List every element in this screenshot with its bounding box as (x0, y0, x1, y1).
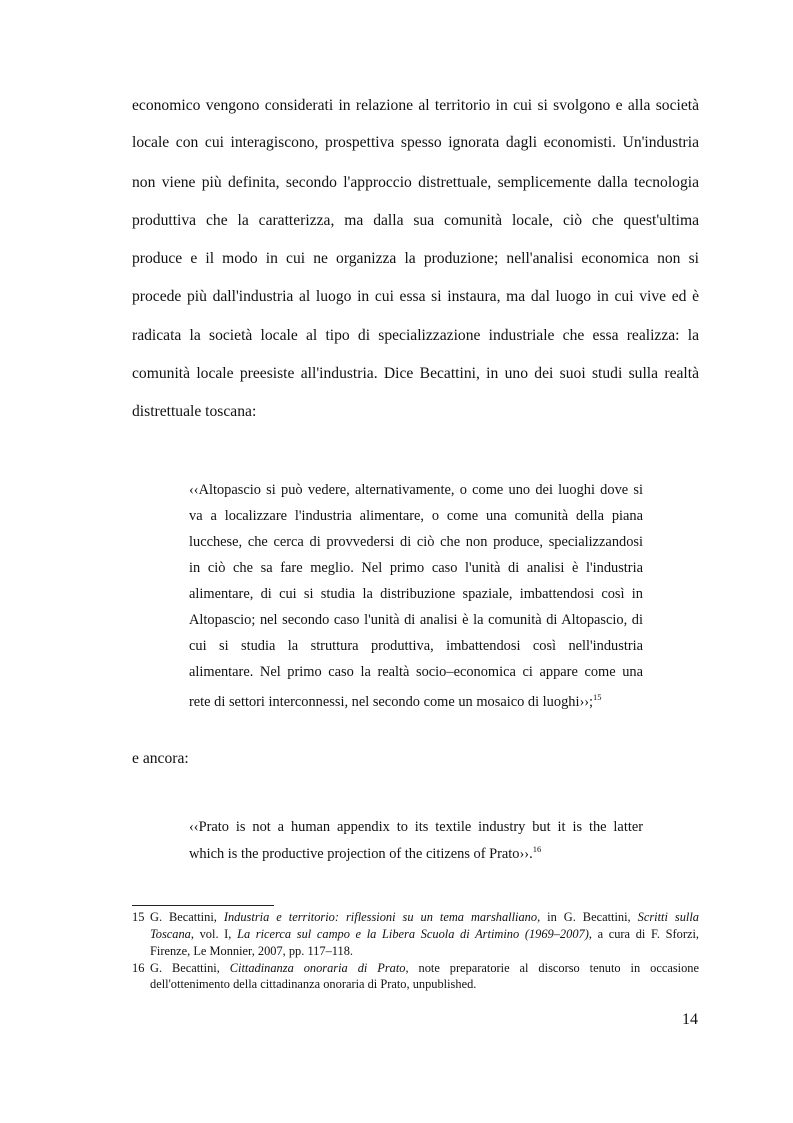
fn15-volume-title: La ricerca sul campo e la Libera Scuola di Artimino (1969–2007) (237, 927, 589, 941)
quote1-line-4: in ciò che sa fare meglio. Nel primo caso l'unità di analisi è l'industria (189, 560, 643, 576)
body-line-6: procede più dall'industria al luogo in cui essa si instaura, ma dal luogo in cui vive ed è (132, 288, 699, 305)
fn16-note: , note preparatorie al discorso tenuto in occasione (405, 961, 699, 975)
quote1-line-5: alimentare, di cui si studia la distribuzione spaziale, imbattendosi così in (189, 586, 643, 602)
fn16-title: Cittadinanza onoraria di Prato (229, 961, 406, 975)
fn15-collection-title-a: Scritti sulla (637, 910, 699, 924)
body-line-5: produce e il modo in cui ne organizza la produzione; nell'analisi economica non si (132, 250, 699, 267)
footnote-ref-15[interactable]: 15 (593, 692, 602, 702)
footnote-16-line-2: dell'ottenimento della cittadinanza onoraria di Prato, unpublished. (150, 977, 477, 991)
footnote-15-number: 15 (132, 910, 145, 924)
quote1-line-9 (189, 693, 643, 711)
page-number: 14 (682, 1011, 698, 1028)
footnote-15-line-1 (150, 909, 699, 925)
body-line-1: economico vengono considerati in relazione al territorio in cui si svolgono e alla società (132, 97, 699, 114)
footnote-ref-16[interactable]: 16 (532, 844, 542, 854)
quote1-last-text: rete di settori interconnessi, nel secondo come un mosaico di luoghi››; (189, 694, 594, 710)
quote2-line-1: ‹‹Prato is not a human appendix to its textile industry but it is the latter (189, 819, 643, 835)
fn15-collection-title-b: Toscana (150, 927, 191, 941)
quote1-line-6: Altopascio; nel secondo caso l'unità di analisi è la comunità di Altopascio, di (189, 612, 643, 628)
body-line-7: radicata la società locale al tipo di specializzazione industriale che essa realizza: la (132, 327, 699, 344)
footnote-15-line-3: Firenze, Le Monnier, 2007, pp. 117–118. (150, 944, 353, 958)
fn16-author: G. Becattini, (150, 961, 230, 975)
fn15-author: G. Becattini, (150, 910, 224, 924)
fn15-in: , in G. Becattini, (537, 910, 638, 924)
fn15-editor: , a cura di F. Sforzi, (588, 927, 700, 941)
quote1-line-8: alimentare. Nel primo caso la realtà socio–economica ci appare come una (189, 664, 643, 680)
footnote-15-line-2 (150, 926, 699, 942)
fn15-title: Industria e territorio: riflessioni su un tema marshalliano (223, 910, 538, 924)
quote2-last-text: which is the productive projection of the citizens of Prato››. (189, 846, 533, 862)
footnote-16-line-1 (150, 960, 699, 976)
quote1-line-7: cui si studia la struttura produttiva, imbattendosi così nell'industria (189, 638, 643, 654)
quote2-line-2 (189, 845, 643, 863)
body-line-8: comunità locale preesiste all'industria. Dice Becattini, in uno dei suoi studi sulla realtà (132, 365, 699, 382)
body-line-9: distrettuale toscana: (132, 403, 257, 420)
e-ancora-text: e ancora: (132, 750, 189, 767)
quote1-line-3: lucchese, che cerca di provvedersi di ciò che non produce, specializzandosi (189, 534, 643, 550)
body-line-2: locale con cui interagiscono, prospettiva spesso ignorata dagli economisti. Un'industria (132, 134, 699, 151)
body-line-3: non viene più definita, secondo l'approccio distrettuale, semplicemente dalla tecnologia (132, 174, 699, 191)
fn15-vol: , vol. I, (190, 927, 238, 941)
body-line-4: produttiva che la caratterizza, ma dalla sua comunità locale, ciò che quest'ultima (132, 212, 699, 229)
footnote-16-number: 16 (132, 961, 145, 975)
quote1-line-2: va a localizzare l'industria alimentare, o come una comunità della piana (189, 508, 643, 524)
quote1-line-1: ‹‹Altopascio si può vedere, alternativamente, o come uno dei luoghi dove si (189, 482, 643, 498)
footnote-divider (132, 905, 274, 906)
